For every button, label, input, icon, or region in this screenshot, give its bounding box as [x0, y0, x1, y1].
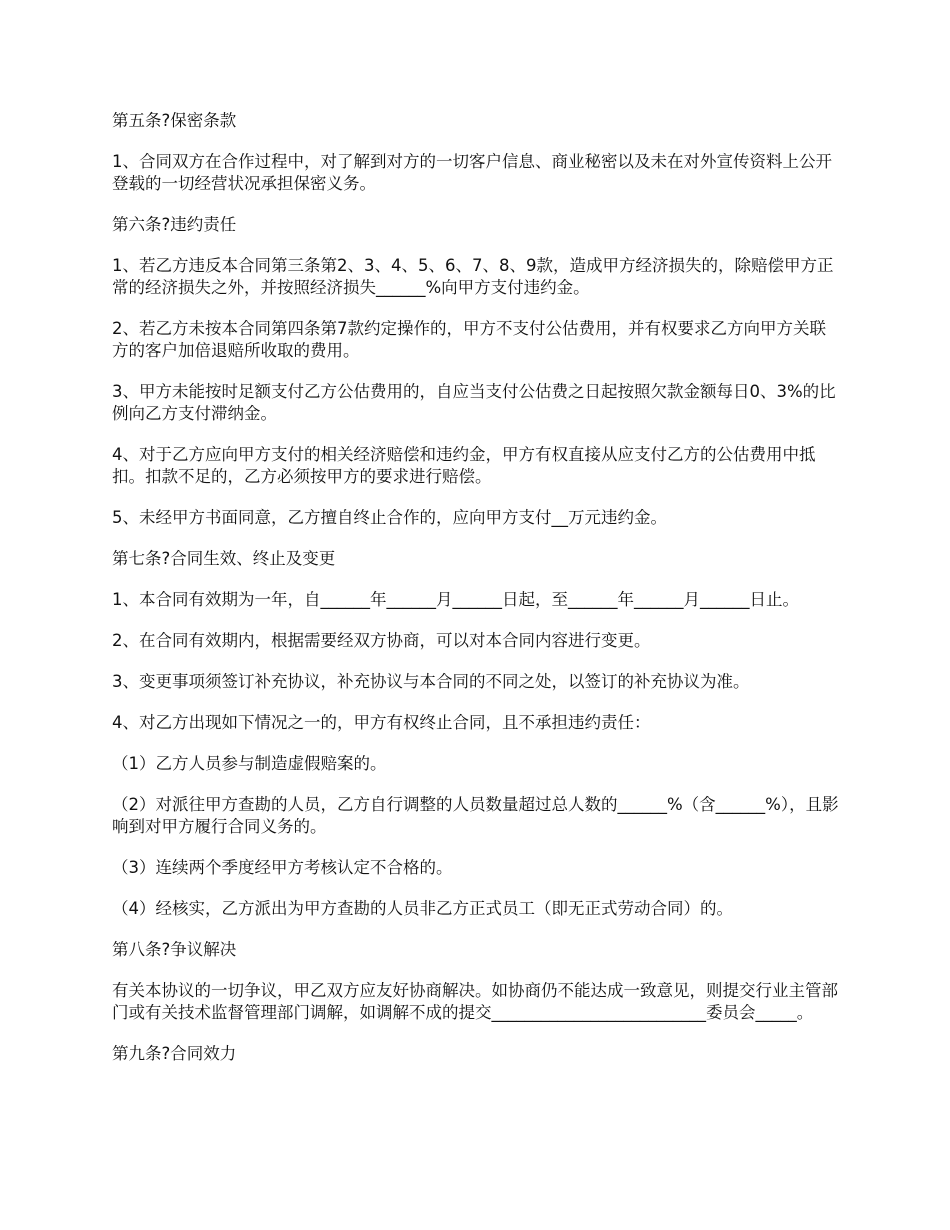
section-heading-8: 第八条?争议解决 [112, 940, 237, 959]
sub-clause-paragraph: （1）乙方人员参与制造虚假赔案的。 [112, 754, 387, 773]
clause-paragraph: 3、变更事项须签订补充协议，补充协议与本合同的不同之处，以签订的补充协议为准。 [112, 672, 750, 691]
document-page [112, 110, 842, 1084]
clause-paragraph: 有关本协议的一切争议，甲乙双方应友好协商解决。如协商仍不能达成一致意见，则提交行业主管部门或有关技术监督管理部门调解，如调解不成的提交__________________________委员会_____。 [112, 981, 838, 1022]
sub-clause-paragraph: （4）经核实，乙方派出为甲方查勘的人员非乙方正式员工（即无正式劳动合同）的。 [112, 899, 733, 918]
section-heading-9: 第九条?合同效力 [112, 1044, 237, 1063]
clause-paragraph: 5、未经甲方书面同意，乙方擅自终止合作的，应向甲方支付__万元违约金。 [112, 508, 667, 527]
clause-paragraph: 1、若乙方违反本合同第三条第2、3、4、5、6、7、8、9款，造成甲方经济损失的，除赔偿甲方正常的经济损失之外，并按照经济损失______%向甲方支付违约金。 [112, 256, 834, 297]
clause-paragraph: 2、若乙方未按本合同第四条第7款约定操作的，甲方不支付公估费用，并有权要求乙方向甲方关联方的客户加倍退赔所收取的费用。 [112, 319, 826, 360]
section-heading-7: 第七条?合同生效、终止及变更 [112, 549, 336, 568]
clause-paragraph: 4、对于乙方应向甲方支付的相关经济赔偿和违约金，甲方有权直接从应支付乙方的公估费用中抵扣。扣款不足的，乙方必须按甲方的要求进行赔偿。 [112, 445, 816, 486]
sub-clause-paragraph: （3）连续两个季度经甲方考核认定不合格的。 [112, 858, 453, 877]
clause-paragraph: 3、甲方未能按时足额支付乙方公估费用的，自应当支付公估费之日起按照欠款金额每日0、3%的比例向乙方支付滞纳金。 [112, 382, 836, 423]
sub-clause-paragraph: （2）对派往甲方查勘的人员，乙方自行调整的人员数量超过总人数的______%（含______%），且影响到对甲方履行合同义务的。 [112, 795, 839, 836]
clause-paragraph: 1、合同双方在合作过程中，对了解到对方的一切客户信息、商业秘密以及未在对外宣传资料上公开登载的一切经营状况承担保密义务。 [112, 152, 832, 193]
clause-paragraph: 1、本合同有效期为一年，自______年______月______日起，至______年______月______日止。 [112, 590, 799, 609]
section-heading-5: 第五条?保密条款 [112, 111, 237, 130]
clause-paragraph: 4、对乙方出现如下情况之一的，甲方有权终止合同，且不承担违约责任： [112, 713, 651, 732]
clause-paragraph: 2、在合同有效期内，根据需要经双方协商，可以对本合同内容进行变更。 [112, 631, 651, 650]
section-heading-6: 第六条?违约责任 [112, 215, 237, 234]
